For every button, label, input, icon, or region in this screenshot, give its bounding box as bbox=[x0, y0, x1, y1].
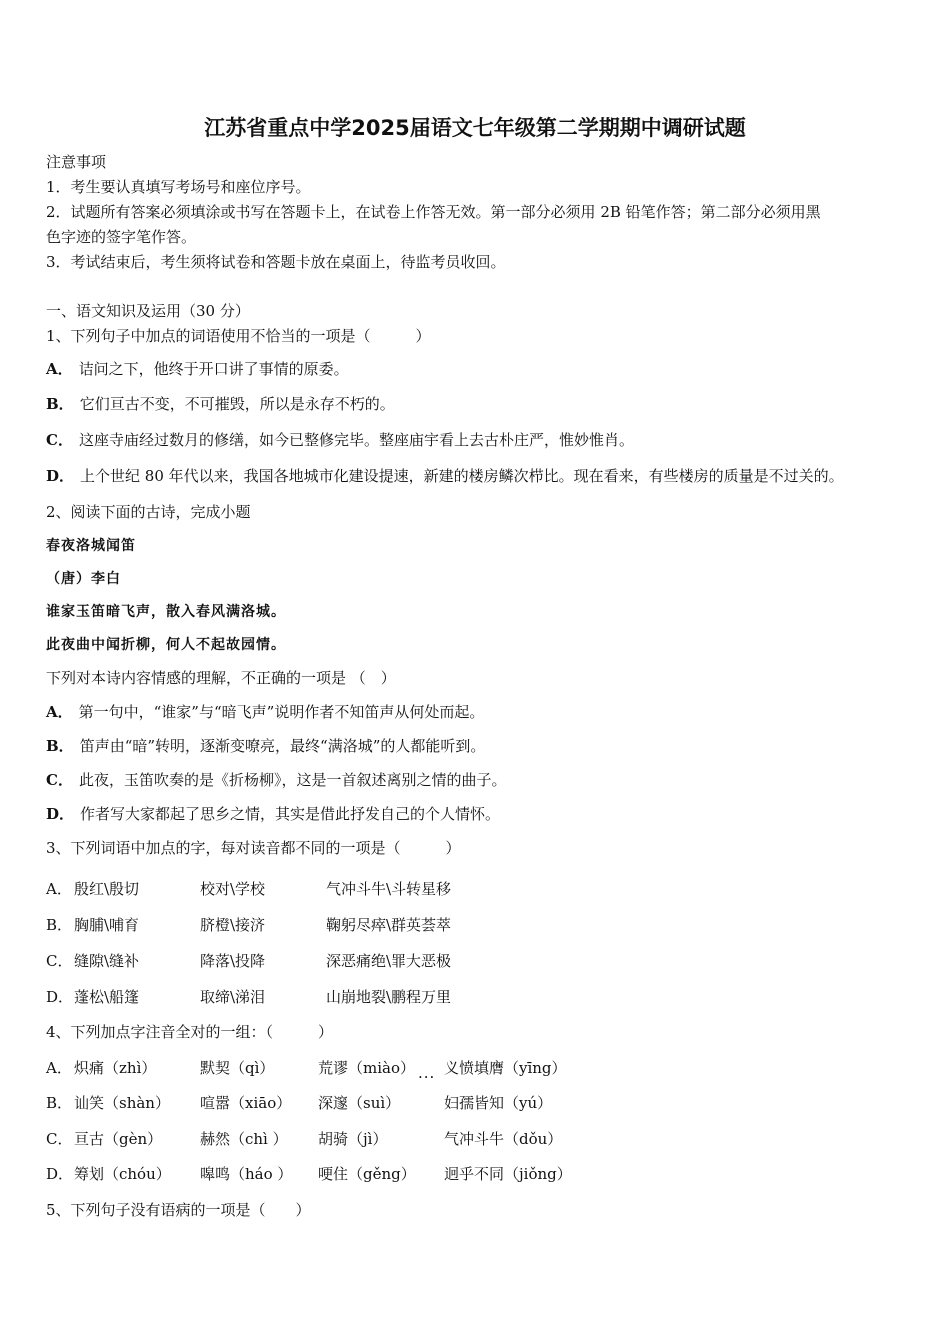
option-label: C． bbox=[46, 952, 73, 970]
option-label: B． bbox=[46, 916, 73, 934]
notice-item: 3．考试结束后，考生须将试卷和答题卡放在桌面上，待监考员收回。 bbox=[46, 253, 506, 271]
option-item: 妇孺皆知（yú） bbox=[444, 1094, 553, 1112]
option-item: 嗥鸣（háo ） bbox=[200, 1165, 293, 1183]
notice-item: 2．试题所有答案必须填涂或书写在答题卡上，在试卷上作答无效。第一部分必须用 2B 铅笔作答；第二部分必须用黑 bbox=[46, 203, 821, 221]
poem-line: 谁家玉笛暗飞声，散入春风满洛城。 bbox=[46, 604, 286, 620]
option-label: A． bbox=[46, 360, 73, 378]
option-label: A． bbox=[46, 703, 73, 721]
poem-title: 春夜洛城闻笛 bbox=[46, 538, 136, 554]
q2-option-b bbox=[46, 736, 485, 756]
question-4-stem: 4、下列加点字注音全对的一组：（ ） bbox=[46, 1023, 334, 1041]
option-label: C． bbox=[46, 431, 73, 449]
option-item: 取缔\涕泪 bbox=[200, 988, 266, 1006]
option-item: 气冲斗牛（dǒu） bbox=[444, 1130, 563, 1148]
option-item: 默契（qì） bbox=[200, 1059, 275, 1077]
option-item: 校对\学校 bbox=[200, 880, 266, 898]
q1-option-d bbox=[46, 466, 844, 486]
option-text: 它们亘古不变，不可摧毁，所以是永存不朽的。 bbox=[79, 395, 395, 413]
option-item: 深邃（suì） bbox=[318, 1094, 401, 1112]
option-item: 赫然（chì ） bbox=[200, 1130, 288, 1148]
option-item: 山崩地裂\鹏程万里 bbox=[326, 988, 452, 1006]
option-label: D． bbox=[46, 1165, 74, 1183]
option-text: 上个世纪 80 年代以来，我国各地城市化建设提速，新建的楼房鳞次栉比。现在看来，有些楼房的质量是不过关的。 bbox=[80, 467, 844, 485]
question-3-stem: 3、下列词语中加点的字，每对读音都不同的一项是（ ） bbox=[46, 839, 461, 857]
option-item: 降落\投降 bbox=[200, 952, 266, 970]
q2-option-c bbox=[46, 770, 506, 790]
option-item: 深恶痛绝\罪大恶极 bbox=[326, 952, 452, 970]
option-text: 此夜，玉笛吹奏的是《折杨柳》，这是一首叙述离别之情的曲子。 bbox=[78, 771, 507, 789]
notice-item: 1．考生要认真填写考场号和座位序号。 bbox=[46, 178, 311, 196]
option-item: 讪笑（shàn） bbox=[74, 1094, 170, 1112]
option-item: 气冲斗牛\斗转星移 bbox=[326, 880, 452, 898]
option-label: B． bbox=[46, 737, 74, 755]
question-5-stem: 5、下列句子没有语病的一项是（ ） bbox=[46, 1201, 311, 1219]
option-label: B． bbox=[46, 1094, 73, 1112]
notice-item: 色字迹的签字笔作答。 bbox=[46, 228, 197, 246]
option-item: 喧嚣（xiāo） bbox=[200, 1094, 292, 1112]
option-label: C． bbox=[46, 771, 73, 789]
option-item: 炽痛（zhì） bbox=[74, 1059, 157, 1077]
emphasis-dots: ... bbox=[418, 1064, 436, 1082]
option-item: 荒谬（miào） bbox=[318, 1059, 415, 1077]
option-item: 蓬松\船篷 bbox=[74, 988, 140, 1006]
question-2-stem: 2、阅读下面的古诗，完成小题 bbox=[46, 503, 251, 521]
q1-option-c bbox=[46, 430, 634, 450]
q2-option-a bbox=[46, 702, 484, 722]
option-item: 义愤填膺（yīng） bbox=[444, 1059, 567, 1077]
option-item: 缝隙\缝补 bbox=[74, 952, 140, 970]
option-item: 脐橙\接济 bbox=[200, 916, 266, 934]
question-2-sub-stem: 下列对本诗内容情感的理解，不正确的一项是 （ ） bbox=[46, 669, 396, 687]
poem-author: （唐）李白 bbox=[46, 571, 121, 587]
option-item: 鞠躬尽瘁\群英荟萃 bbox=[326, 916, 452, 934]
option-item: 殷红\殷切 bbox=[74, 880, 140, 898]
option-text: 笛声由“暗”转明，逐渐变嘹亮，最终“满洛城”的人都能听到。 bbox=[79, 737, 486, 755]
option-text: 作者写大家都起了思乡之情，其实是借此抒发自己的个人情怀。 bbox=[80, 805, 501, 823]
option-text: 第一句中，“谁家”与“暗飞声”说明作者不知笛声从何处而起。 bbox=[78, 703, 485, 721]
option-label: B． bbox=[46, 395, 74, 413]
option-label: A． bbox=[46, 1059, 72, 1077]
option-item: 筹划（chóu） bbox=[74, 1165, 171, 1183]
option-item: 胸脯\哺育 bbox=[74, 916, 140, 934]
option-label: A． bbox=[46, 880, 72, 898]
poem-line: 此夜曲中闻折柳，何人不起故园情。 bbox=[46, 637, 286, 653]
option-label: D． bbox=[46, 467, 75, 485]
option-label: D． bbox=[46, 988, 74, 1006]
q1-option-b bbox=[46, 394, 395, 414]
option-text: 这座寺庙经过数月的修缮，如今已整修完毕。整座庙宇看上去古朴庄严，惟妙惟肖。 bbox=[78, 431, 634, 449]
page-title: 江苏省重点中学2025届语文七年级第二学期期中调研试题 bbox=[204, 116, 746, 140]
option-label: D． bbox=[46, 805, 75, 823]
option-text: 诘问之下，他终于开口讲了事情的原委。 bbox=[78, 360, 349, 378]
section-heading: 一、语文知识及运用（30 分） bbox=[46, 302, 250, 320]
option-item: 哽住（gěng） bbox=[318, 1165, 416, 1183]
option-item: 亘古（gèn） bbox=[74, 1130, 163, 1148]
option-item: 迥乎不同（jiǒng） bbox=[444, 1165, 572, 1183]
option-item: 胡骑（jì） bbox=[318, 1130, 388, 1148]
notice-heading: 注意事项 bbox=[46, 153, 107, 171]
q1-option-a bbox=[46, 359, 349, 379]
q2-option-d bbox=[46, 804, 500, 824]
option-label: C． bbox=[46, 1130, 73, 1148]
question-1-stem: 1、下列句子中加点的词语使用不恰当的一项是（ ） bbox=[46, 327, 431, 345]
